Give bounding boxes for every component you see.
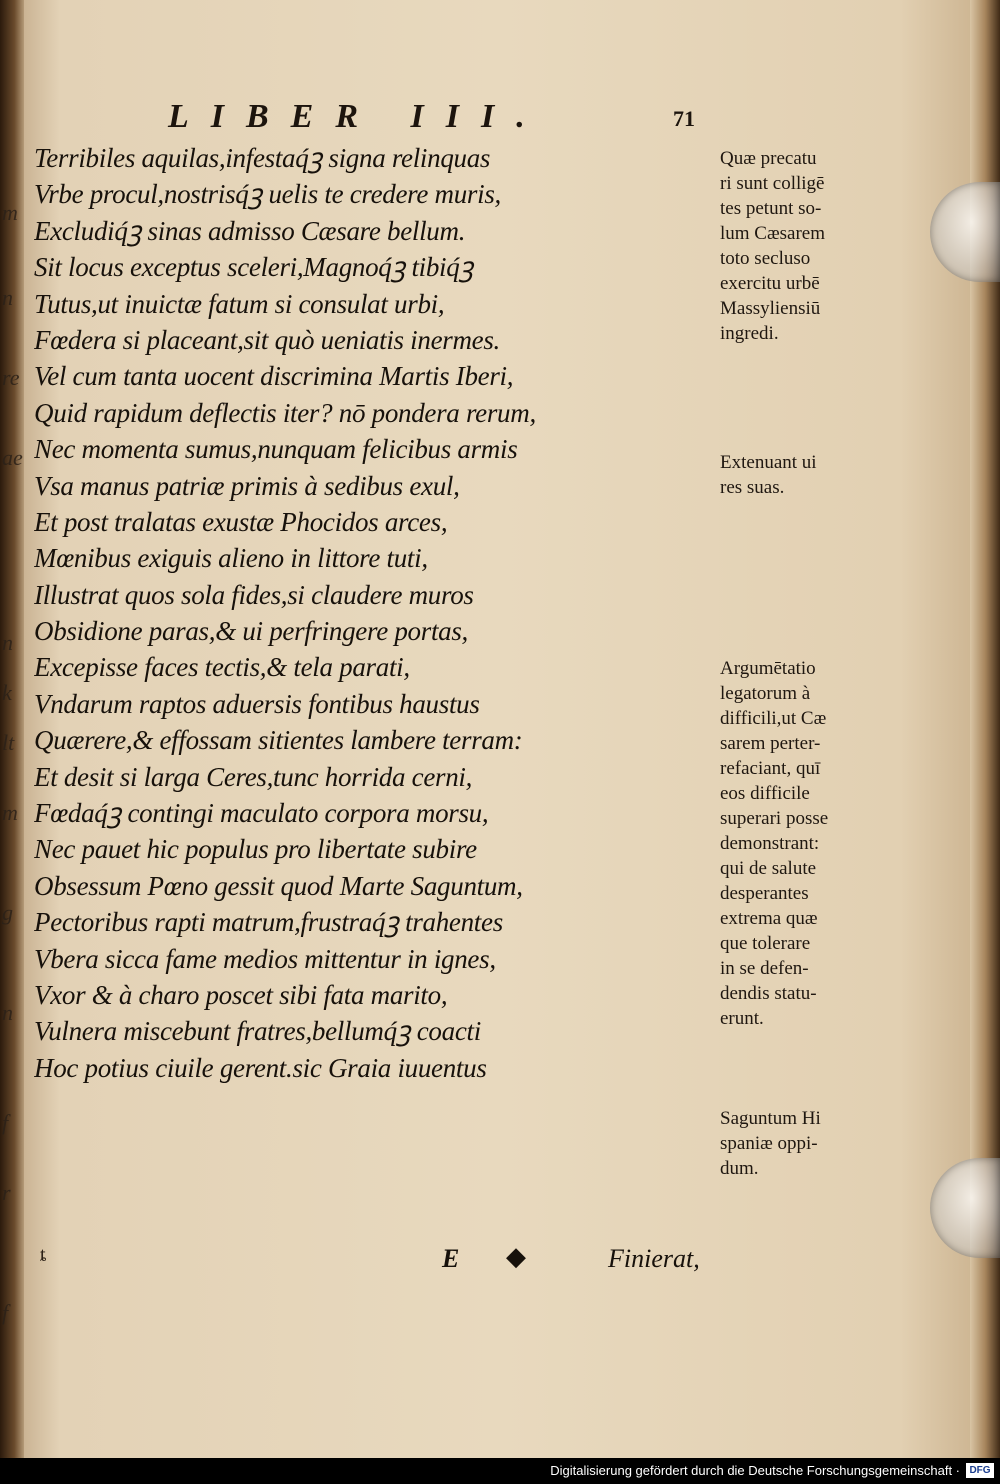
gloss-line: lum Cæsarem <box>720 223 826 244</box>
verse-line: Vxor & à charo poscet sibi fata marito, <box>34 979 448 1010</box>
verse-line: Nec pauet hic populus pro libertate subire <box>34 834 477 865</box>
bleed-letter: m <box>2 800 18 825</box>
verse-line: Vndarum raptos aduersis fontibus haustus <box>34 688 480 719</box>
signature-mark: E <box>442 1244 460 1273</box>
credit-bar <box>0 1458 1000 1484</box>
gloss-line: demonstrant: <box>720 833 820 854</box>
verse-line: Fœdera si placeant,sit quò ueniatis inermes. <box>34 324 501 355</box>
gloss-line: difficili,ut Cæ <box>720 708 827 729</box>
verse-line: Obsessum Pœno gessit quod Marte Saguntum, <box>34 870 523 901</box>
gloss-line: res suas. <box>720 477 785 498</box>
verse-line: Vel cum tanta uocent discrimina Martis Iberi, <box>34 361 514 392</box>
gloss-line: spaniæ oppi- <box>720 1133 818 1154</box>
gloss-line: Massyliensiū <box>720 298 821 319</box>
verse-line: Tutus,ut inuictæ fatum si consulat urbi, <box>34 288 445 319</box>
bleed-letter: re <box>2 365 20 390</box>
gloss-line: desperantes <box>720 883 809 904</box>
marginal-gloss <box>720 450 895 500</box>
verse-line: Mœnibus exiguis alieno in littore tuti, <box>34 543 428 574</box>
bleed-letter: g <box>2 900 13 925</box>
verse-line: Vbera sicca fame medios mittentur in ignes, <box>34 943 496 974</box>
verse-line: Pectoribus rapti matrum,frustraq́ꝫ trahentes <box>34 907 503 938</box>
gloss-line: ingredi. <box>720 323 779 344</box>
running-head: LIBER III. <box>168 98 547 135</box>
bleed-letter: f <box>2 1110 9 1135</box>
verse-line: Et post tralatas exustæ Phocidos arces, <box>34 506 448 537</box>
verse-line: Vsa manus patriæ primis à sedibus exul, <box>34 470 460 501</box>
gloss-line: que tolerare <box>720 933 811 954</box>
gloss-line: eos difficile <box>720 783 810 804</box>
verse-line: Terribiles aquilas,infestaq́ꝫ signa relinquas <box>34 143 491 173</box>
gloss-line: extrema quæ <box>720 908 818 929</box>
footer-mark: ȶ <box>40 1244 47 1266</box>
diamond-icon: ◆ <box>506 1242 526 1271</box>
gloss-line: sarem perter- <box>720 733 821 754</box>
gloss-line: toto secluso <box>720 248 811 269</box>
verse-line: Hoc potius ciuile gerent.sic Graia iuuentus <box>34 1052 487 1083</box>
gloss-line: tes petunt so- <box>720 198 822 219</box>
verse-line: Obsidione paras,& ui perfringere portas, <box>34 616 469 647</box>
bleed-letter: n <box>2 1000 13 1025</box>
verse-block <box>34 140 714 1086</box>
page-header <box>168 98 728 142</box>
bleed-letter: m <box>2 200 18 225</box>
dfg-logo-icon: DFG <box>966 1463 994 1478</box>
verse-line: Et desit si larga Ceres,tunc horrida cerni, <box>34 761 473 792</box>
gloss-line: dendis statu- <box>720 983 817 1004</box>
gloss-line: Saguntum Hi <box>720 1108 821 1129</box>
gloss-line: superari posse <box>720 808 829 829</box>
bleed-letter: r <box>2 1180 11 1205</box>
verse-line: Quærere,& effossam sitientes lambere terram: <box>34 725 523 756</box>
gloss-line: legatorum à <box>720 683 811 704</box>
verse-line: Illustrat quos sola fides,si claudere muros <box>34 579 474 610</box>
gloss-line: Extenuant ui <box>720 452 817 473</box>
gloss-line: Argumētatio <box>720 658 816 679</box>
folio-number: 71 <box>673 106 695 131</box>
verse-line: Nec momenta sumus,nunquam felicibus armis <box>34 434 518 465</box>
gloss-line: exercitu urbē <box>720 273 820 294</box>
gloss-line: Quæ precatu <box>720 148 817 169</box>
gloss-line: ri sunt colligē <box>720 173 825 194</box>
credit-text: Digitalisierung gefördert durch die Deutsche Forschungsgemeinschaft · <box>550 1463 960 1478</box>
verse-line: Quid rapidum deflectis iter? nō pondera rerum, <box>34 397 536 428</box>
marginal-gloss <box>720 656 895 1031</box>
verse-line: Excludiq́ꝫ sinas admisso Cæsare bellum. <box>34 215 466 246</box>
verse-line: Vulnera miscebunt fratres,bellumq́ꝫ coacti <box>34 1016 481 1047</box>
bleed-letter: k <box>2 680 12 705</box>
bleed-letter: f <box>2 1300 9 1325</box>
bleed-letter: n <box>2 630 13 655</box>
bleed-letter: n <box>2 285 13 310</box>
verse-line: Vrbe procul,nostrisq́ꝫ uelis te credere muris, <box>34 179 501 210</box>
verse-line: Excepisse faces tectis,& tela parati, <box>34 652 410 683</box>
marginal-gloss <box>720 1106 895 1181</box>
bleed-letter: ae <box>2 445 23 470</box>
bleed-letter: lt <box>2 730 15 755</box>
catchword: Finierat, <box>608 1244 700 1273</box>
gloss-line: refaciant, quī <box>720 758 821 779</box>
gloss-line: erunt. <box>720 1008 764 1029</box>
page-footer <box>30 1242 730 1282</box>
verse-line: Fœdaq́ꝫ contingi maculato corpora morsu, <box>34 798 489 829</box>
marginal-gloss <box>720 146 895 346</box>
gloss-line: in se defen- <box>720 958 809 979</box>
verse-line: Sit locus exceptus sceleri,Magnoq́ꝫ tibiq́ꝫ <box>34 252 473 283</box>
gloss-line: dum. <box>720 1158 759 1179</box>
gloss-line: qui de salute <box>720 858 817 879</box>
